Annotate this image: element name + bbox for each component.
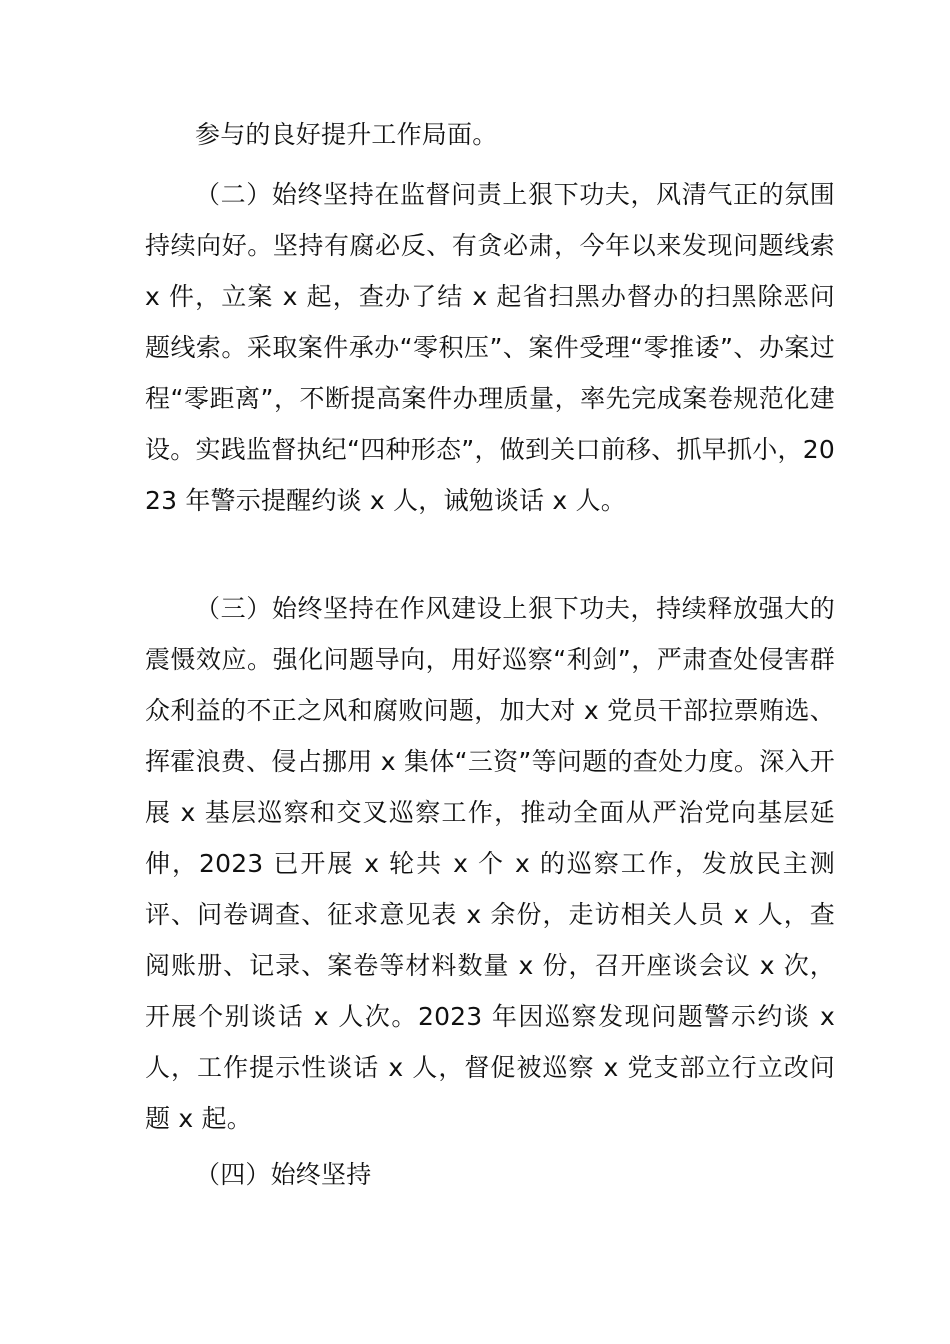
- paragraph-section-four: （四）始终坚持: [195, 1160, 372, 1189]
- paragraph-block-3: [145, 583, 835, 1144]
- paragraph-block-4: [145, 1149, 835, 1200]
- paragraph-continuation: 参与的良好提升工作局面。: [195, 120, 498, 149]
- paragraph-block-2: [145, 169, 835, 526]
- paragraph-supervision: （二）始终坚持在监督问责上狠下功夫，风清气正的氛围持续向好。坚持有腐必反、有贪必肃，今年以来发现问题线索 x 件，立案 x 起，查办了结 x 起省扫黑办督办的扫黑除恶问题线索。采取案件承办“零积压”、案件受理“零推诿”、办案过程“零距离”，不断提高案件办理质量，率先完成案卷规范化建设。实践监督执纪“四种形态”，做到关口前移、抓早抓小，2023 年警示提醒约谈 x 人，诫勉谈话 x 人。: [145, 180, 835, 515]
- paragraph-work-style: （三）始终坚持在作风建设上狠下功夫，持续释放强大的震慑效应。强化问题导向，用好巡察“利剑”，严肃查处侵害群众利益的不正之风和腐败问题，加大对 x 党员干部拉票贿选、挥霍浪费、侵占挪用 x 集体“三资”等问题的查处力度。深入开展 x 基层巡察和交叉巡察工作，推动全面从严治党向基层延伸，2023 已开展 x 轮共 x 个 x 的巡察工作，发放民主测评、问卷调查、征求意见表 x 余份，走访相关人员 x 人，查阅账册、记录、案卷等材料数量 x 份，召开座谈会议 x 次，开展个别谈话 x 人次。2023 年因巡察发现问题警示约谈 x 人，工作提示性谈话 x 人，督促被巡察 x 党支部立行立改问题 x 起。: [145, 594, 835, 1133]
- paragraph-block-1: [145, 109, 835, 160]
